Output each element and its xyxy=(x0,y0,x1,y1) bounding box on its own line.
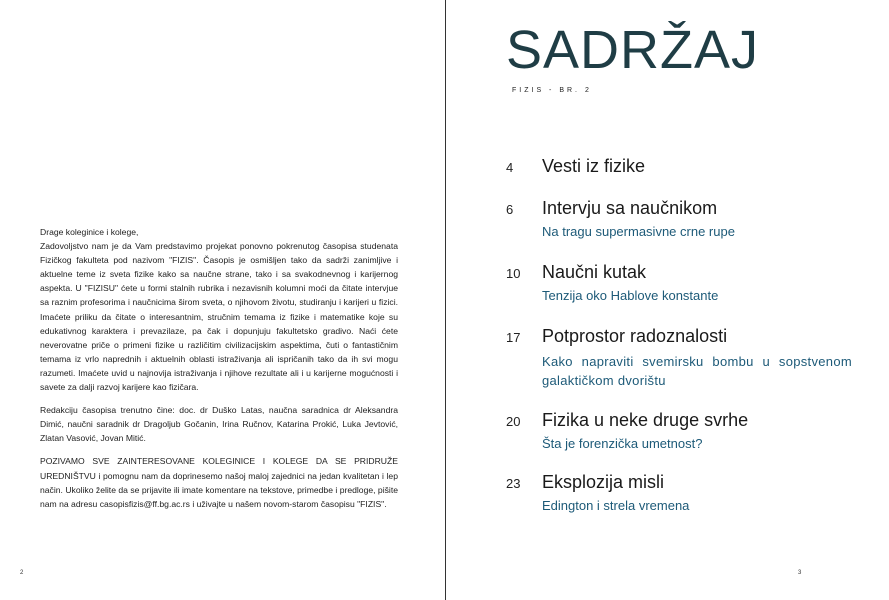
toc-entry-subtitle: Tenzija oko Hablove konstante xyxy=(542,288,719,303)
toc-entry-page: 20 xyxy=(506,414,521,429)
editorial-letter xyxy=(40,225,398,511)
toc-entry-heading: Eksplozija misli xyxy=(542,472,665,492)
toc-entry-subtitle: Kako napraviti svemirsku bombu u sopstvenom galaktičkom dvorištu xyxy=(542,354,852,388)
toc-entry-heading: Fizika u neke druge svrhe xyxy=(542,410,749,430)
page-number-right: 3 xyxy=(798,570,802,576)
right-page xyxy=(446,0,889,600)
page-number-left: 2 xyxy=(20,570,24,576)
toc-entry-page: 17 xyxy=(506,330,521,345)
toc-entry-subtitle: Edington i strela vremena xyxy=(542,498,690,513)
toc-entry-heading: Vesti iz fizike xyxy=(542,156,646,176)
toc-entry-page: 10 xyxy=(506,266,521,281)
toc-entry-page: 4 xyxy=(506,160,514,175)
toc-title: SADRŽAJ xyxy=(506,20,760,80)
toc-entry-subtitle: Na tragu supermasivne crne rupe xyxy=(542,224,735,239)
letter-paragraph-invitation: POZIVAMO SVE ZAINTERESOVANE KOLEGINICE I KOLEGE DA SE PRIDRUŽE UREDNIŠTVU i pomognu nam da doprinesemo našoj maloj zajednici na jedan kvalitetan i lep način. Ukoliko želite da se prijavite ili imate komentare na tekstove, primedbe i predloge, pišite nam na adresu casopisfizis@ff.bg.ac.rs i uživajte u našem novom-starom časopisu "FIZIS". xyxy=(40,456,398,509)
letter-paragraph-intro: Zadovoljstvo nam je da Vam predstavimo projekat ponovno pokrenutog časopisa studenata Fizičkog fakulteta pod nazivom "FIZIS". Časopis je osmišljen tako da sadrži zanimljive i aktuelne teme iz sveta fizike kako sa naučne strane, tako i sa svakodnevnog i karijernog aspekta. U "FIZISU" ćete u formi stalnih rubrika i nezavisnih kolumni moći da čitate intervjue sa raznim profesorima i naučnicima širom sveta, o njihovom životu, studiranju i karijeri u fizici. Imaćete priliku da čitate o interesantnim, stručnim temama iz fizike i matematike koje su edukativnog karaktera i prevazilaze, pa čak i dopunjuju fakultetsko gradivo. Naći ćete neverovatne priče o primeni fizike u različitim civilizacijskim aspektima, čuti o fantastičnim temama iz vrlo naprednih i aktuelnih oblasti istraživanja ali ispričanih tako da ih svi mogu razumeti. Imaćete uvid u najnovija istraživanja i njihove rezultate ali i u karijerne mogućnosti i savete za dalji razvoj karijere kao fizičara. xyxy=(40,241,398,393)
toc-entry-heading: Intervju sa naučnikom xyxy=(542,198,718,218)
letter-paragraph-editorial-board: Redakciju časopisa trenutno čine: doc. dr Duško Latas, naučna saradnica dr Aleksandra Dimić, naučni saradnik dr Dragoljub Gočanin, Irina Ručnov, Katarina Prokić, Luka Jevtović, Zlatan Vasović, Jovan Mitić. xyxy=(40,405,398,444)
toc-entry-page: 6 xyxy=(506,202,514,217)
toc-entry-subtitle: Šta je forenzička umetnost? xyxy=(542,436,703,451)
toc-entry-heading: Naučni kutak xyxy=(542,262,647,282)
toc-entry-heading: Potprostor radoznalosti xyxy=(542,326,728,346)
letter-greeting: Drage koleginice i kolege, xyxy=(40,227,139,237)
toc-entry-page: 23 xyxy=(506,476,521,491)
issue-label: FIZIS - BR. 2 xyxy=(512,87,592,94)
